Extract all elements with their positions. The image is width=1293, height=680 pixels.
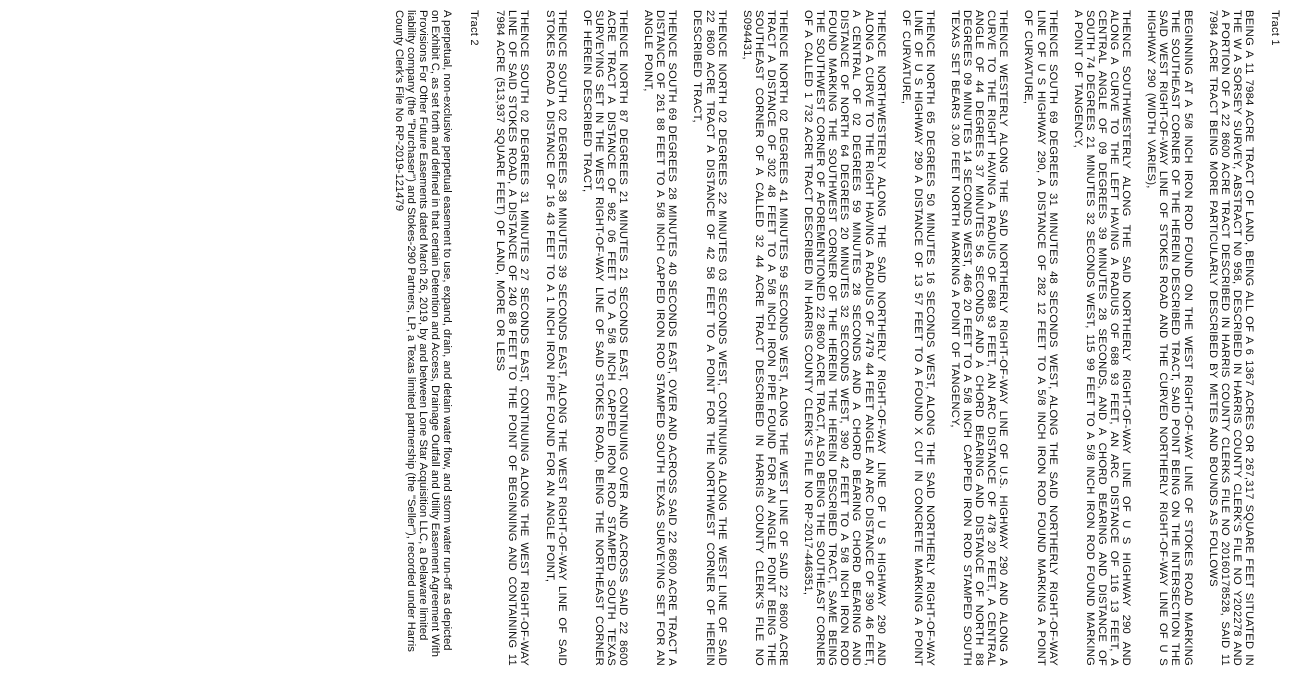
legal-paragraph-call-2: THENCE SOUTH 69 DEGREES 31 MINUTES 48 SECONDS WEST, ALONG THE SAID NORTHERLY RIGHT-OF-WAY LINE OF U S HIGHWAY 290, A DISTANCE OF 282 12 FEET TO A 5/8 INCH IRON ROD FOUND MARKING A POINT OF CURVATURE, (1022, 10, 1059, 666)
tract-1-heading: Tract 1 (1269, 10, 1281, 46)
easement-paragraph: A perpetual, non-exclusive perpetual easement to use, expand, drain, and detain water flow, and storm water run-off as depicted on Exhibit C, as set forth and defined in that certain Detention and Access, Drainage Outfall and Utility Easement Agreement With Provisions For Other Future Easements dated March 26, 2019, by and between Lone Star Acquisition LLC, a Delaware limited liability company (the "Purchaser") and Stokes-290 Partners, LP, a Texas limited partnership (the "Seller"), recorded under Harris County Clerk's File No RP-2019-121479 (393, 10, 454, 657)
legal-paragraph-beginning: BEGINNING AT A 5/8 INCH IRON ROD FOUND ON THE WEST RIGHT-OF-WAY LINE OF STOKES ROAD MARKING THE SOUTHEAST CORNER OF THE HEREIN DESCRIBED TRACT, SAID POINT BEING ON THE INTERSECTION THE SAID WEST RIGHT-OF-WAY LINE OF STOKES ROAD AND THE CURVED NORTHERLY RIGHT-OF-WAY LINE OF U S HIGHWAY 290 (WIDTH VARIES), (1145, 10, 1194, 666)
legal-paragraph-call-6: THENCE NORTH 02 DEGREES 41 MINUTES 59 SECONDS WEST, ALONG THE WEST LINE OF SAID 22 8600 ACRE TRACT A DISTANCE OF 302 48 FEET TO A 5/8 INCH IRON PIPE FOUND FOR AN ANGLE POINT BEING THE SOUTHEAST CORNER OF A CALLED 32 44 ACRE TRACT DESCRIBED IN HARRIS COUNTY CLERK'S FILE NO S094431, (740, 10, 789, 666)
tract-2-heading: Tract 2 (468, 10, 481, 46)
legal-paragraph-call-10: THENCE SOUTH 02 DEGREES 38 MINUTES 39 SECONDS EAST, ALONG THE WEST RIGHT-OF-WAY LINE OF SAID STOKES ROAD A DISTANCE OF 16 43 FEET TO A 1 INCH IRON PIPE FOUND FOR AN ANGLE POINT, (543, 10, 568, 666)
legal-paragraph-closing: THENCE SOUTH 02 DEGREES 31 MINUTES 27 SECONDS EAST, CONTINUING ALONG THE WEST RIGHT-OF-WAY LINE OF SAID STOKES ROAD, A DISTANCE OF 240 88 FEET TO THE POINT OF BEGINNING AND CONTAINING 11 7984 ACRE (513,937 SQUARE FEET) OF LAND, MORE OR LESS (494, 10, 531, 666)
legal-paragraph-call-4: THENCE NORTH 65 DEGREES 50 MINUTES 16 SECONDS WEST, ALONG THE SAID NORTHERLY RIGHT-OF-WAY LINE OF U S HIGHWAY 290 A DISTANCE OF 13 57 FEET TO A FOUND X CUT IN CONCRETE MARKING A POINT OF CURVATURE, (899, 10, 936, 666)
legal-paragraph-call-9: THENCE NORTH 87 DEGREES 21 MINUTES 21 SECONDS EAST, CONTINUING OVER AND ACROSS SAID 22 8600 ACRE TRACT A DISTANCE OF 962 06 FEET TO A 5/8 INCH CAPPED IRON ROD STAMPED SOUTH TEXAS SURVEYING SET IN THE WEST RIGHT-OF-WAY LINE OF SAID STOKES ROAD, BEING THE NORTHEAST CORNER OF HEREIN DESCRIBED TRACT, (580, 10, 630, 666)
legal-paragraph-call-7: THENCE NORTH 02 DEGREES 22 MINUTES 03 SECONDS WEST, CONTINUING ALONG THE WEST LINE OF SAID 22 8600 ACRE TRACT A DISTANCE OF 42 58 FEET TO A POINT FOR THE NORTHWEST CORNER OF HEREIN DESCRIBED TRACT, (691, 10, 728, 666)
legal-paragraph-call-5: THENCE NORTHWESTERLY ALONG THE SAID NORTHERLY RIGHT-OF-WAY LINE OF U S HIGHWAY 290 AND ALONG A CURVE TO THE RIGHT HAVING A RADIUS OF 7479 44 FEET ANGLE AN ARC DISTANCE OF 390 46 FEET, A CENTRAL OF 02 DEGREES 59 MINUTES 28 SECONDS AND A CHORD BEARING CHORD BEARING AND DISTANCE OF NORTH 64 DEGREES 20 MINUTES 32 SECONDS WEST, 390 42 FEET TO A 5/8 INCH IRON ROD FOUND MARKING THE SOUTHWEST CORNER OF THE HEREIN THE HEREIN DESCRIBED TRACT, SAME BEING THE SOUTHWEST CORNER OF AFOREMENTIONED 22 8600 ACRE TRACT, ALSO BEING THE SOUTHEAST CORNER OF A CALLED 1 732 ACRE TRACT DESCRIBED IN HARRIS COUNTY CLERK'S FILE NO RP-2017-446351, (802, 10, 887, 666)
legal-paragraph-call-1: THENCE SOUTHWESTERLY ALONG THE SAID NORTHERLY RIGHT-OF-WAY LINE OF U S HIGHWAY 290 AND ALONG A CURVE TO THE LEFT HAVING A RADIUS OF 688 93 FEET, AN ARC DISTANCE OF 116 13 FEET, A CENTRAL ANGLE OF 09 DEGREES 39 MINUTES 28 SECONDS, AND A CHORD BEARING AND DISTANCE OF SOUTH 74 DEGREES 21 MINUTES 32 SECONDS WEST, 115 99 FEET TO A 5/8 INCH IRON ROD FOUND MARKING A POINT OF TANGENCY, (1071, 10, 1133, 666)
legal-paragraph-intro: BEING A 11 7984 ACRE TRACT OF LAND, BEING ALL OF A 6 1367 ACRES OR 267,317 SQUARE FEET SITUATED IN THE W A SORSEY SURVEY, ABSTRACT N0 958, DESCRIBED IN HARRIS COUNTY CLERK'S FILE NO Y202278 AND A PORTION OF A 22 8600 ACRE TRACT DESCRIBED IN HARRIS COUNTY CLERKS FILE NO 20160178528, SAID 11 7984 ACRE TRACT BEING MORE PARTICULARLY DESCRIBED BY METES AND BOUNDS AS FOLLOWS (1206, 10, 1255, 666)
legal-paragraph-call-3: THENCE WESTERLY ALONG THE SAID NORTHERLY RIGHT-OF-WAY LINE OF U.S. HIGHWAY 290 AND ALONG A CURVE TO THE RIGHT HAVING A RADIUS OF 688 93 FEET, AN ARC DISTANCE OF 478 20 FEET, A CENTRAL ANGLE OF 44 DEGREES 37 MINUTES 56 SECONDS AND A CHORD BEARING AND DISTANCE OF NORTH 88 DEGREES 09 MINUTES 14 SECONDS WEST, 466 20 FEET TO A 5/8 INCH CAPPED IRON ROD STAMPED SOUTH TEXAS SET BEARS 3.00 FEET NORTH MARKING A POINT OF TANGENCY, (949, 10, 1010, 666)
legal-paragraph-call-8: THENCE SOUTH 69 DEGREES 28 MINUTES 40 SECONDS EAST, OVER AND ACROSS SAID 22 8600 ACRE TRACT A DISTANCE OF 261 88 FEET TO A 5/8 INCH CAPPED IRON ROD STAMPED SOUTH TEXAS SURVEYING SET FOR AN ANGLE POINT, (642, 10, 679, 666)
